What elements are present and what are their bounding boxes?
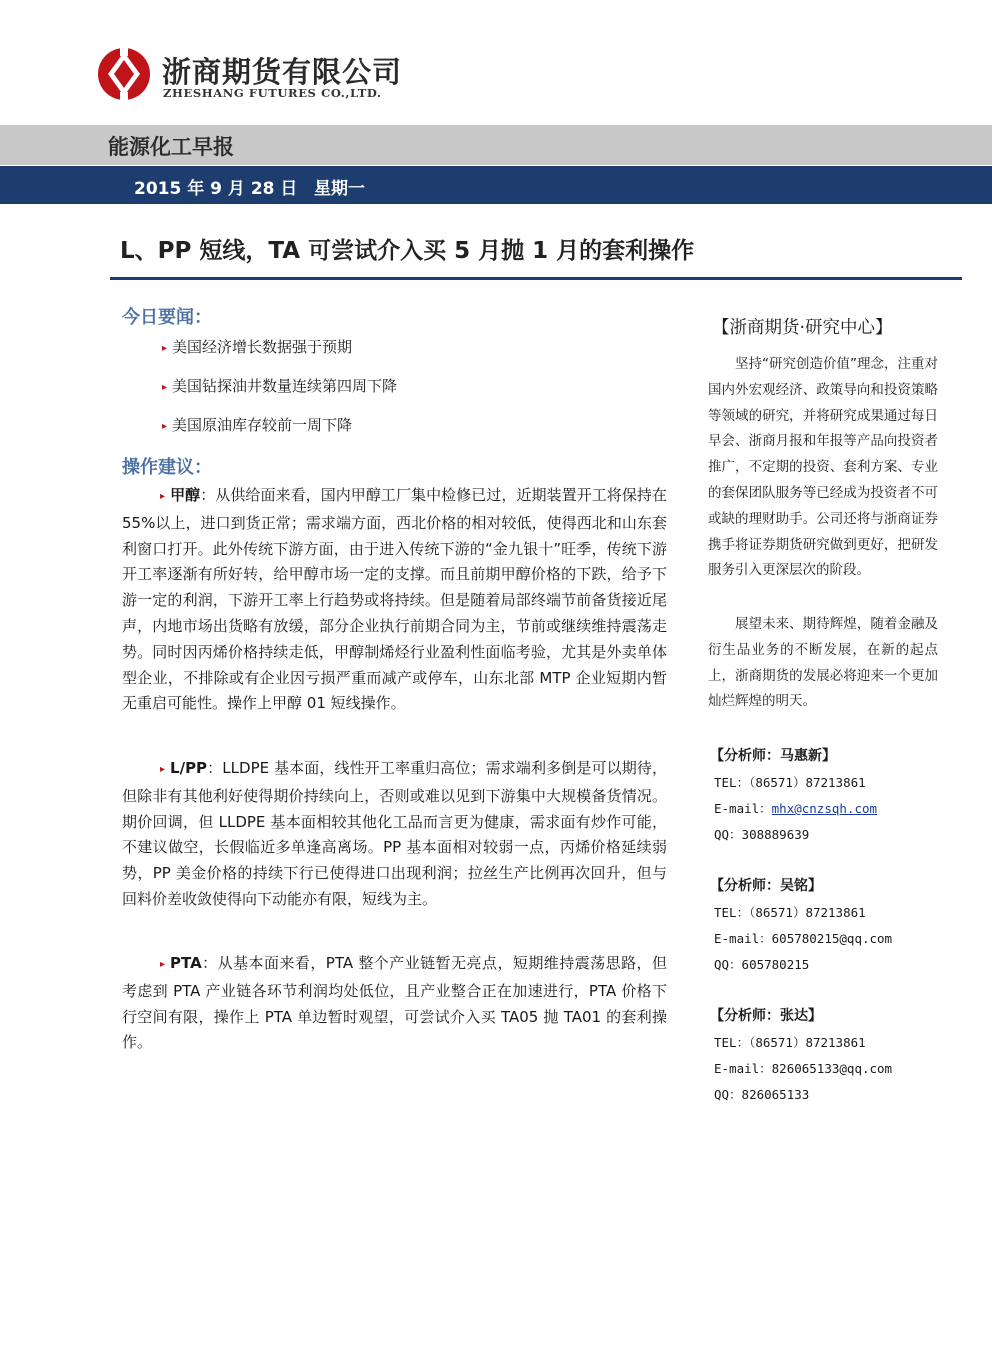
analyst-name: 【分析师：吴铭】 [710,878,822,894]
analyst-email [714,799,877,817]
email-address[interactable]: 826065133@qq.com [771,1061,893,1076]
report-type: 能源化工早报 [108,135,234,159]
analyst-tel: TEL：（86571）87213861 [714,775,866,790]
advice-label: 甲醇 [170,486,201,504]
news-item-text: 美国经济增长数据强于预期 [172,338,353,356]
advice-section-title: 操作建议： [122,457,212,478]
news-item-text: 美国原油库存较前一周下降 [172,416,353,434]
bullet-arrow-icon: ▸ [160,959,166,970]
analyst-qq: QQ：826065133 [714,1087,810,1102]
bullet-arrow-icon: ▸ [162,343,168,354]
email-label: E-mail： [714,931,772,946]
company-name-en: ZHESHANG FUTURES CO.,LTD. [163,86,382,100]
analyst-name: 【分析师：张达】 [710,1008,822,1024]
report-weekday: 星期一 [314,179,365,199]
bullet-arrow-icon: ▸ [160,491,166,502]
news-item [162,414,352,435]
news-item [162,336,352,357]
analyst-name: 【分析师：马惠新】 [710,748,836,764]
email-link[interactable]: mhx@cnzsqh.com [771,801,878,816]
advice-label: PTA [170,954,202,972]
bullet-arrow-icon: ▸ [160,764,166,775]
advice-label: L/PP [170,759,208,777]
advice-text: ：LLDPE 基本面，线性开工率重归高位；需求端利多倒是可以期待，但除非有其他利好使得期价持续向上，否则或难以见到下游集中大规模备货情况。期价回调，但 LLDPE 基本面相较其他化工品而言更为健康，需求面有炒作可能，不建议做空，长假临近多单逢高离场。PP 基本面相对较弱一点，丙烯价格延续弱势，PP 美金价格的持续下行已使得进口出现利润；拉丝生产比例再次回升，但与回料价差收敛使得向下动能亦有限，短线为主。 [122,759,667,908]
headline: L、PP 短线，TA 可尝试介入买 5 月抛 1 月的套利操作 [120,238,695,264]
headline-divider [110,277,962,280]
email-label: E-mail： [714,801,772,816]
news-item [162,375,397,396]
advice-methanol [122,483,667,717]
news-section-title: 今日要闻： [122,307,212,328]
bullet-arrow-icon: ▸ [162,382,168,393]
advice-pta [122,951,667,1056]
advice-text: ：从供给面来看，国内甲醇工厂集中检修已过，近期装置开工将保持在 55%以上，进口到货正常；需求端方面，西北价格的相对较低，使得西北和山东套利窗口打开。此外传统下游方面，由于进入传统下游的“金九银十”旺季，传统下游开工率逐渐有所好转，给甲醇市场一定的支撑。而且前期甲醇价格的下跌，给予下游一定的利润，下游开工率上行趋势或将持续。但是随着局部终端节前备货接近尾声，内地市场出货略有放缓，部分企业执行前期合同为主，节前或继续维持震荡走势。同时因丙烯价格持续走低，甲醇制烯烃行业盈利性面临考验，尤其是外卖单体型企业，不排除或有企业因亏损严重而减产或停车，山东北部 MTP 企业短期内暂无重启可能性。操作上甲醇 01 短线操作。 [122,486,667,713]
analyst-email [714,929,892,947]
analyst-qq: QQ：308889639 [714,827,810,842]
email-label: E-mail： [714,1061,772,1076]
analyst-tel: TEL：（86571）87213861 [714,1035,866,1050]
advice-l-pp [122,756,667,913]
sidebar-outlook: 展望未来、期待辉煌，随着金融及衍生品业务的不断发展，在新的起点上，浙商期货的发展必将迎来一个更加灿烂辉煌的明天。 [708,616,938,710]
analyst-qq: QQ：605780215 [714,957,810,972]
report-date: 2015 年 9 月 28 日 [134,179,298,199]
sidebar-title: 【浙商期货·研究中心】 [712,318,893,338]
analyst-email [714,1059,892,1077]
bullet-arrow-icon: ▸ [162,421,168,432]
news-item-text: 美国钻探油井数量连续第四周下降 [172,377,398,395]
sidebar-intro: 坚持“研究创造价值”理念，注重对国内外宏观经济、政策导向和投资策略等领域的研究，并将研究成果通过每日早会、浙商月报和年报等产品向投资者推广，不定期的投资、套利方案、专业的套保团队服务等已经成为投资者不可或缺的理财助手。公司还将与浙商证券携手将证券期货研究做到更好，把研发服务引入更深层次的阶段。 [708,356,938,579]
company-logo [96,44,152,102]
analyst-tel: TEL：（86571）87213861 [714,905,866,920]
company-name-cn: 浙商期货有限公司 [162,55,403,89]
email-address[interactable]: 605780215@qq.com [771,931,893,946]
advice-text: ：从基本面来看，PTA 整个产业链暂无亮点，短期维持震荡思路，但考虑到 PTA 产业链各环节利润均处低位，且产业整合正在加速进行，PTA 价格下行空间有限，操作上 PTA 单边暂时观望，可尝试介入买 TA05 抛 TA01 的套利操作。 [122,954,667,1052]
